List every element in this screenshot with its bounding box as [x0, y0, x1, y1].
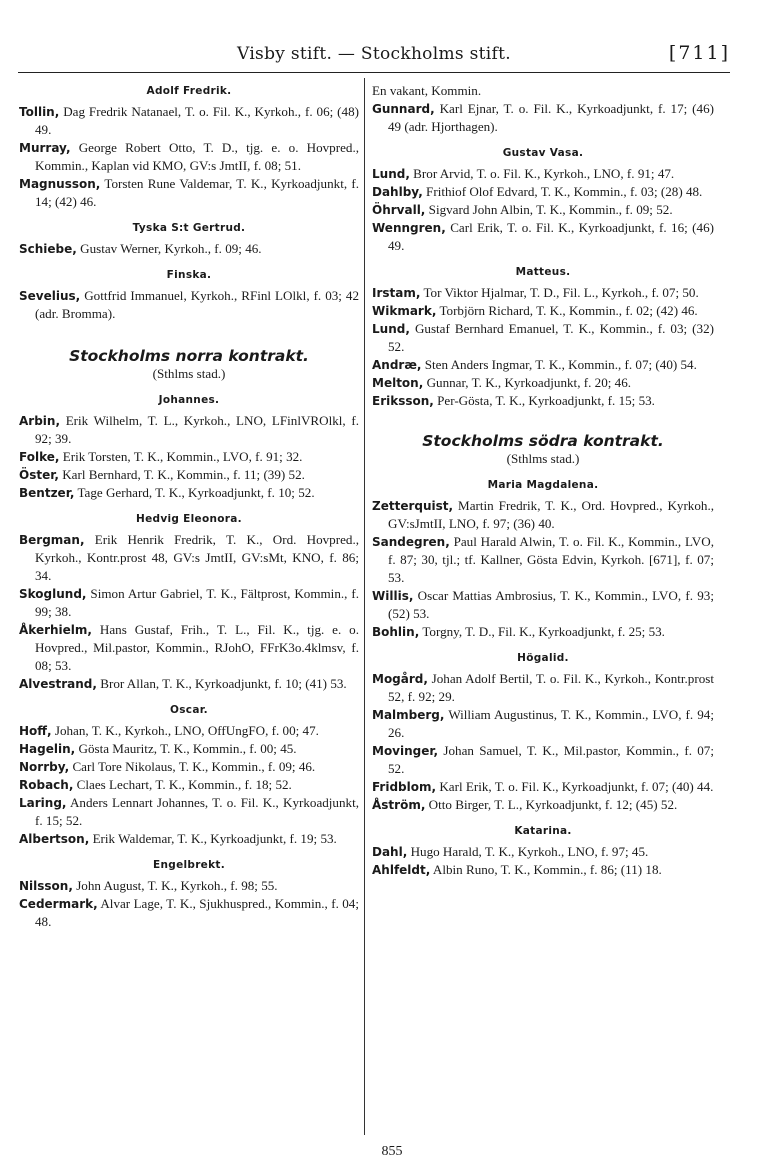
directory-entry — [19, 776, 359, 794]
entry-details: Gunnar, T. K., Kyrkoadjunkt, f. 20; 46. — [426, 375, 632, 390]
entry-details: Johan, T. K., Kyrkoh., LNO, OffUngFO, f. 00; 47. — [54, 723, 319, 738]
left-column — [19, 82, 359, 931]
directory-entry — [19, 758, 359, 776]
parish-heading: Finska. — [166, 269, 212, 281]
directory-entry — [19, 466, 359, 484]
entry-details: Erik Waldemar, T. K., Kyrkoadjunkt, f. 19; 53. — [92, 831, 337, 846]
parish-heading: Johannes. — [158, 394, 220, 406]
parish-heading: Högalid. — [517, 652, 569, 664]
directory-entry — [19, 740, 359, 758]
directory-entry — [19, 240, 359, 258]
entry-details: Alvar Lage, T. K., Sjukhuspred., Kommin., f. 04; 48. — [35, 896, 359, 929]
entry-details: Erik Henrik Fredrik, T. K., Ord. Hovpred., Kyrkoh., Kontr.prost 48, GV:s JmtII, GV:sMt, KNO, f. 86; 34. — [35, 532, 359, 583]
directory-entry — [372, 778, 714, 796]
entry-surname: Mogård, — [372, 672, 428, 686]
directory-entry — [19, 448, 359, 466]
entry-surname: Melton, — [372, 376, 424, 390]
directory-entry — [19, 175, 359, 211]
directory-entry — [19, 484, 359, 502]
entry-details: Sigvard John Albin, T. K., Kommin., f. 09; 52. — [428, 202, 673, 217]
directory-entry — [372, 356, 714, 374]
entry-details: Karl Bernhard, T. K., Kommin., f. 11; (39) 52. — [62, 467, 305, 482]
entry-surname: Andræ, — [372, 358, 422, 372]
header-rule — [18, 72, 730, 73]
directory-entry — [372, 374, 714, 392]
entry-details: Frithiof Olof Edvard, T. K., Kommin., f. 03; (28) 48. — [426, 184, 703, 199]
entry-details: En vakant, Kommin. — [372, 83, 482, 98]
parish-heading: Oscar. — [170, 704, 208, 716]
entry-surname: Movinger, — [372, 744, 439, 758]
entry-surname: Eriksson, — [372, 394, 434, 408]
parish-heading: Gustav Vasa. — [502, 147, 584, 159]
district-subtitle: (Sthlms stad.) — [506, 451, 580, 466]
running-title: Visby stift. — Stockholms stift. — [237, 44, 511, 64]
parish-heading: Tyska S:t Gertrud. — [132, 222, 246, 234]
entry-details: John August, T. K., Kyrkoh., f. 98; 55. — [76, 878, 278, 893]
directory-entry — [372, 219, 714, 255]
entry-surname: Öster, — [19, 468, 59, 482]
entry-details: Sten Anders Ingmar, T. K., Kommin., f. 07; (40) 54. — [424, 357, 697, 372]
entry-surname: Lund, — [372, 167, 410, 181]
directory-entry — [372, 706, 714, 742]
entry-details: Gustaf Bernhard Emanuel, T. K., Kommin., f. 03; (32) 52. — [388, 321, 714, 354]
entry-details: Torsten Rune Valdemar, T. K., Kyrkoadjunkt, f. 14; (42) 46. — [35, 176, 359, 209]
district-title: Stockholms norra kontrakt. — [69, 347, 309, 365]
directory-entry — [19, 412, 359, 448]
directory-entry — [372, 533, 714, 587]
page-bracket-number: [711] — [668, 42, 730, 64]
entry-surname: Magnusson, — [19, 177, 101, 191]
entry-surname: Albertson, — [19, 832, 90, 846]
directory-entry — [372, 843, 714, 861]
entry-surname: Gunnard, — [372, 102, 435, 116]
entry-details: Simon Artur Gabriel, T. K., Fältprost, Kommin., f. 99; 38. — [35, 586, 359, 619]
entry-details: Torbjörn Richard, T. K., Kommin., f. 02; (42) 46. — [439, 303, 698, 318]
entry-details: Bror Arvid, T. o. Fil. K., Kyrkoh., LNO, f. 91; 47. — [413, 166, 675, 181]
entry-details: Erik Torsten, T. K., Kommin., LVO, f. 91; 32. — [62, 449, 303, 464]
entry-surname: Wikmark, — [372, 304, 437, 318]
directory-entry — [372, 320, 714, 356]
entry-details: Gottfrid Immanuel, Kyrkoh., RFinl LOlkl, f. 03; 42 (adr. Bromma). — [35, 288, 359, 321]
entry-surname: Sandegren, — [372, 535, 450, 549]
entry-surname: Bergman, — [19, 533, 85, 547]
directory-entry — [19, 895, 359, 931]
directory-entry — [372, 670, 714, 706]
entry-surname: Fridblom, — [372, 780, 437, 794]
entry-surname: Tollin, — [19, 105, 60, 119]
entry-surname: Norrby, — [19, 760, 70, 774]
right-intro-entries — [372, 82, 714, 136]
entry-details: Oscar Mattias Ambrosius, T. K., Kommin., LVO, f. 93; (52) 53. — [388, 588, 714, 621]
entry-details: Anders Lennart Johannes, T. o. Fil. K., Kyrkoadjunkt, f. 15; 52. — [35, 795, 359, 828]
entry-details: Martin Fredrik, T. K., Ord. Hovpred., Kyrkoh., GV:sJmtII, LNO, f. 97; (36) 40. — [388, 498, 714, 531]
directory-entry — [372, 165, 714, 183]
entry-details: William Augustinus, T. K., Kommin., LVO, f. 94; 26. — [388, 707, 714, 740]
left-district-sections — [19, 391, 359, 931]
left-sections — [19, 82, 359, 323]
directory-entry — [372, 82, 714, 100]
entry-surname: Hagelin, — [19, 742, 76, 756]
entry-surname: Zetterquist, — [372, 499, 454, 513]
right-column — [372, 82, 714, 879]
entry-surname: Dahl, — [372, 845, 408, 859]
directory-entry — [372, 284, 714, 302]
entry-surname: Åström, — [372, 798, 426, 812]
entry-details: Tage Gerhard, T. K., Kyrkoadjunkt, f. 10; 52. — [77, 485, 315, 500]
entry-details: Paul Harald Alwin, T. o. Fil. K., Kommin., LVO, f. 87; 30, tjl.; tf. Kallner, Gösta Edvin, Kyrkoh. [671], f. 07; 53. — [388, 534, 714, 585]
directory-entry — [19, 139, 359, 175]
entry-details: Albin Runo, T. K., Kommin., f. 86; (11) 18. — [432, 862, 662, 877]
directory-entry — [19, 830, 359, 848]
directory-entry — [19, 722, 359, 740]
entry-surname: Murray, — [19, 141, 71, 155]
entry-details: Otto Birger, T. L., Kyrkoadjunkt, f. 12; (45) 52. — [428, 797, 678, 812]
directory-entry — [19, 531, 359, 585]
entry-surname: Wenngren, — [372, 221, 446, 235]
entry-surname: Sevelius, — [19, 289, 81, 303]
directory-entry — [372, 742, 714, 778]
entry-details: Carl Tore Nikolaus, T. K., Kommin., f. 09; 46. — [72, 759, 316, 774]
entry-details: Claes Lechart, T. K., Kommin., f. 18; 52. — [76, 777, 292, 792]
entry-surname: Skoglund, — [19, 587, 87, 601]
directory-entry — [19, 675, 359, 693]
directory-entry — [372, 392, 714, 410]
entry-surname: Alvestrand, — [19, 677, 97, 691]
entry-details: Torgny, T. D., Fil. K., Kyrkoadjunkt, f. 25; 53. — [422, 624, 665, 639]
entry-surname: Arbin, — [19, 414, 61, 428]
entry-details: Bror Allan, T. K., Kyrkoadjunkt, f. 10; (41) 53. — [100, 676, 347, 691]
entry-details: Johan Samuel, T. K., Mil.pastor, Kommin., f. 07; 52. — [388, 743, 714, 776]
entry-details: Johan Adolf Bertil, T. o. Fil. K., Kyrkoh., Kontr.prost 52, f. 92; 29. — [388, 671, 714, 704]
entry-surname: Robach, — [19, 778, 74, 792]
directory-entry — [372, 201, 714, 219]
parish-heading: Engelbrekt. — [153, 859, 225, 871]
entry-details: Tor Viktor Hjalmar, T. D., Fil. L., Kyrkoh., f. 07; 50. — [423, 285, 699, 300]
district-title: Stockholms södra kontrakt. — [422, 432, 664, 450]
parish-heading: Hedvig Eleonora. — [136, 513, 242, 525]
entry-surname: Willis, — [372, 589, 414, 603]
parish-heading: Katarina. — [514, 825, 572, 837]
directory-entry — [372, 100, 714, 136]
entry-details: Dag Fredrik Natanael, T. o. Fil. K., Kyrkoh., f. 06; (48) 49. — [35, 104, 359, 137]
directory-entry — [372, 302, 714, 320]
entry-details: Gösta Mauritz, T. K., Kommin., f. 00; 45. — [78, 741, 297, 756]
entry-details: Karl Ejnar, T. o. Fil. K., Kyrkoadjunkt, f. 17; (46) 49 (adr. Hjorthagen). — [388, 101, 714, 134]
entry-details: Per-Gösta, T. K., Kyrkoadjunkt, f. 15; 53. — [437, 393, 655, 408]
entry-surname: Öhrvall, — [372, 203, 426, 217]
entry-surname: Bohlin, — [372, 625, 420, 639]
page-header — [18, 40, 730, 70]
entry-details: Karl Erik, T. o. Fil. K., Kyrkoadjunkt, f. 07; (40) 44. — [439, 779, 714, 794]
entry-surname: Schiebe, — [19, 242, 77, 256]
entry-surname: Nilsson, — [19, 879, 73, 893]
right-district-sections — [372, 476, 714, 879]
entry-details: Hans Gustaf, Frih., T. L., Fil. K., tjg. e. o. Hovpred., Mil.pastor, Kommin., RJohO, FFrK3o.4klmsv, f. 08; 53. — [35, 622, 359, 673]
entry-surname: Ahlfeldt, — [372, 863, 431, 877]
parish-heading: Matteus. — [515, 266, 571, 278]
directory-entry — [372, 183, 714, 201]
entry-surname: Hoff, — [19, 724, 52, 738]
entry-details: Hugo Harald, T. K., Kyrkoh., LNO, f. 97; 45. — [410, 844, 649, 859]
directory-entry — [372, 623, 714, 641]
parish-heading: Maria Magdalena. — [487, 479, 599, 491]
parish-heading: Adolf Fredrik. — [146, 85, 232, 97]
directory-entry — [372, 587, 714, 623]
entry-details: George Robert Otto, T. D., tjg. e. o. Hovpred., Kommin., Kaplan vid KMO, GV:s JmtII, f. 08; 51. — [35, 140, 359, 173]
entry-surname: Åkerhielm, — [19, 623, 92, 637]
directory-entry — [19, 585, 359, 621]
district-subtitle: (Sthlms stad.) — [152, 366, 226, 381]
directory-entry — [19, 877, 359, 895]
directory-entry — [372, 497, 714, 533]
entry-surname: Bentzer, — [19, 486, 75, 500]
entry-surname: Malmberg, — [372, 708, 445, 722]
column-divider — [364, 78, 365, 1135]
entry-surname: Irstam, — [372, 286, 421, 300]
entry-surname: Laring, — [19, 796, 67, 810]
entry-surname: Cedermark, — [19, 897, 98, 911]
directory-entry — [19, 287, 359, 323]
entry-surname: Folke, — [19, 450, 60, 464]
entry-details: Carl Erik, T. o. Fil. K., Kyrkoadjunkt, f. 16; (46) 49. — [388, 220, 714, 253]
directory-entry — [19, 103, 359, 139]
directory-entry — [19, 621, 359, 675]
directory-entry — [19, 794, 359, 830]
directory-entry — [372, 796, 714, 814]
entry-surname: Dahlby, — [372, 185, 423, 199]
entry-details: Gustav Werner, Kyrkoh., f. 09; 46. — [80, 241, 262, 256]
right-sections — [372, 144, 714, 410]
entry-details: Erik Wilhelm, T. L., Kyrkoh., LNO, LFinlVROlkl, f. 92; 39. — [35, 413, 359, 446]
page-number: 855 — [381, 1144, 403, 1159]
entry-surname: Lund, — [372, 322, 410, 336]
directory-entry — [372, 861, 714, 879]
